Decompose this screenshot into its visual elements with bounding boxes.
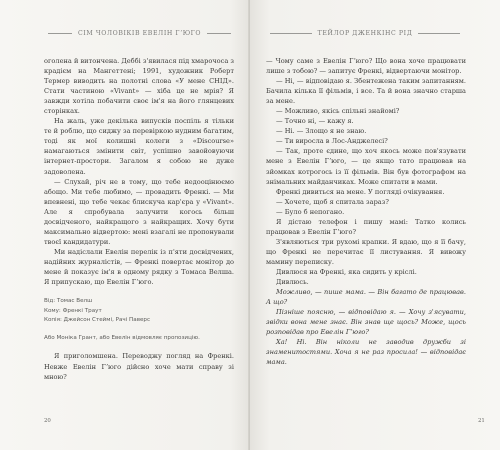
paragraph: Френкі дивиться на мене. У погляді очікування. [276,187,445,196]
paragraph: Пізніше поясню, — відповідаю я. — Хочу з'ясувати, звідки вона мене знає. Він знав ще щось? Може, щось розповідав про Евелін Гʼюго? [266,308,466,337]
paragraph: Я дістаю телефон і пишу мамі: Татко колись працював з Евелін Гʼюго? [266,217,466,236]
paragraph: Дивлюся на Френкі, яка сидить у кріслі. [276,267,417,276]
email-from: Від: Томас Велш [44,298,93,305]
paragraph: З'являються три рухомі крапки. Я вдаю, що я її бачу, що Френкі не перечитає її листування. Я вивожу мамину переписку. [266,237,466,266]
left-page-number: 20 [44,418,51,424]
running-head-rule [418,33,460,34]
running-head-rule [48,33,72,34]
paragraph: — Ні. — Злощо я не знаю. [276,127,367,136]
right-running-head-text: ТЕЙЛОР ДЖЕНКІНС РІД [317,30,413,37]
paragraph: На жаль, уже декілька випусків поспіль я тільки те й роблю, що сиджу за перевіркою нудним багатим, тоді як мої колишні колеги з «Discourse» намагаються змінити світ, успішно завойовуючи інтернет-простори. Загалом я собою не дуже задоволена. [44,117,234,176]
right-running-head [270,30,460,37]
paragraph: Я приголомшена. Переводжу погляд на Френкі. Невже Евелін Гʼюго дійсно хоче мати справу зі мною? [44,352,234,381]
email-to: Кому: Френкі Траут [44,307,102,314]
paragraph: оголена й витончена. Деббі з'явилася під хмарочоса з крадієм на Мангеттені; 1991, художник Роберт Термер виводить на полотні слова «У мене СНІД». Стати частиною «Vivant» — хіба це не мрія? Я завжди хотіла побачити своє ім'я на його глянцевих сторінках. [44,57,234,116]
right-body-text [266,56,466,367]
paragraph: Ха! Ні. Він ніколи не заводив дружби зі знаменитостями. Хоча я не раз просила! — відповідає мама. [266,338,466,367]
running-head-rule [270,33,312,34]
paragraph: — Було б непогано. [276,207,345,216]
left-running-head [48,30,231,37]
paragraph: — Точно ні, — кажу я. [276,117,354,126]
paragraph: — Чому саме з Евелін Гʼюго? Що вона хоче працювати лише з тобою? — запитує Френкі, відвертаючи монітор. [266,57,466,76]
running-head-rule [207,33,231,34]
email-cc: Копія: Джейсон Стеймі, Рачі Паверс [44,317,151,324]
paragraph: Можливо, — пише мама. — Він багато де працював. А що? [266,288,466,307]
paragraph: — Слухай, річ не в тому, що тебе недооцінюємо абощо. Ми тебе любимо, — провадить Френкі. — Ми впевнені, що тебе чекає блискуча кар'єра у «Vivant». Але я спробувала залучити когось більш досвідченого, найкращого з найкращих. Хочу бути максимально відвертою: мені взагалі не пропонували твоєї кандидатури. [44,177,234,246]
paragraph: — Так, проте єдине, що хоч якось може пов'язувати мене з Евелін Гʼюго, — це якщо тато працював на зйомках котрогось із її фільмів. Він був фотографом на знімальних майданчиках. Може спитати в мами. [266,147,466,186]
email-header-block [44,297,234,326]
paragraph: Ми надіслали Евелін перелік із п'яти досвідчених, надійних журналістів, — Френкі повертає монітор до мене й показує ім'я в одному рядку з Томаса Велша. Я припускаю, що Евелін Гʼюго. [44,247,234,287]
left-body-text [44,56,234,382]
left-running-head-text: СІМ ЧОЛОВІКІВ ЕВЕЛІН ГʼЮГО [77,30,202,37]
paragraph: Дивлюсь. [276,278,309,287]
right-page [250,0,500,450]
paragraph: — Хочете, щоб я спитала зараз? [276,197,389,206]
paragraph: — Ні, — відповідаю я. Збентежена таким запитанням. Бачила кілька її фільмів, і все. Та й вона значно старша за мене. [266,77,466,106]
paragraph: — Можливо, якісь спільні знайомі? [276,107,400,116]
right-page-number: 21 [478,418,485,424]
email-body-line: Або Моніка Грант, або Евелін відмовляє пропозицію. [44,334,200,341]
paragraph: — Ти виросла в Лос-Анджелесі? [276,137,388,146]
